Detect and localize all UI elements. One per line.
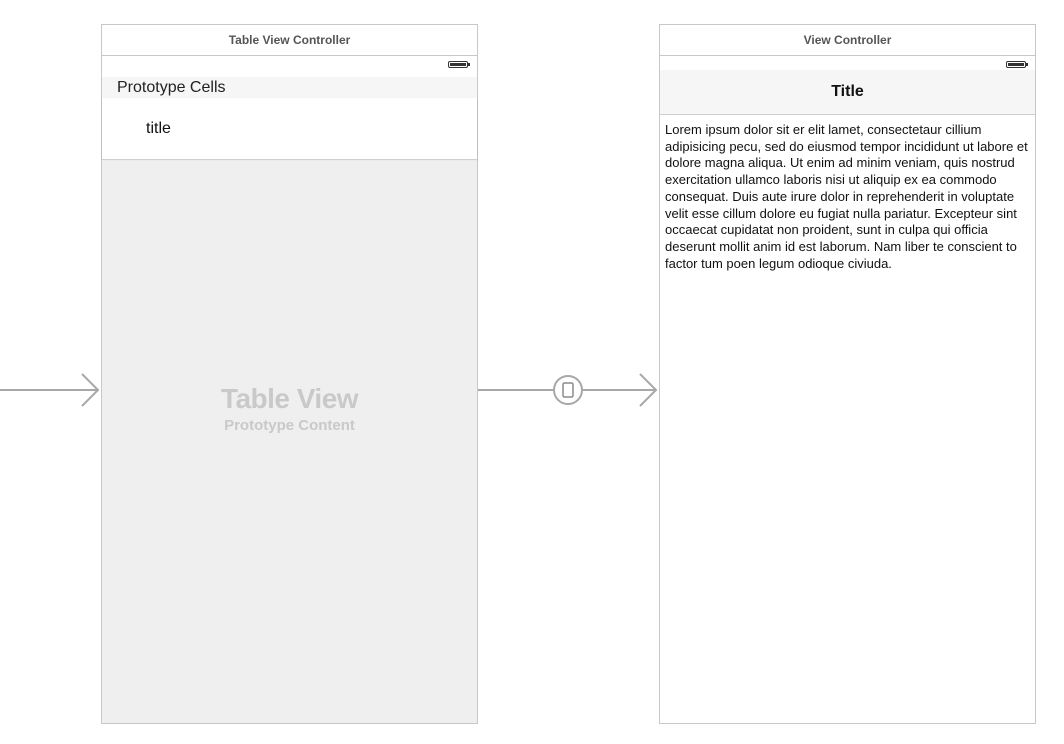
- table-view-controller-scene[interactable]: [101, 24, 478, 724]
- battery-icon: [448, 61, 468, 68]
- scene-title[interactable]: Table View Controller: [102, 25, 477, 56]
- table-view-placeholder: [102, 383, 477, 434]
- battery-icon: [1006, 61, 1026, 68]
- table-view-placeholder-title: Table View: [220, 383, 359, 414]
- table-view[interactable]: [102, 161, 477, 723]
- navigation-bar[interactable]: [660, 70, 1035, 115]
- entry-point-arrow-icon[interactable]: [0, 374, 98, 406]
- view-controller-scene[interactable]: [659, 24, 1036, 724]
- prototype-cell[interactable]: [102, 98, 477, 160]
- cell-title-label[interactable]: title: [146, 120, 171, 137]
- nav-title[interactable]: Title: [831, 83, 864, 100]
- table-view-placeholder-subtitle: Prototype Content: [224, 417, 355, 434]
- scene-title[interactable]: View Controller: [660, 25, 1035, 56]
- prototype-cells-header: Prototype Cells: [102, 77, 477, 98]
- status-bar: [660, 56, 1035, 70]
- show-segue-icon[interactable]: [554, 376, 582, 404]
- body-text-view[interactable]: Lorem ipsum dolor sit er elit lamet, consectetaur cillium adipisicing pecu, sed do eiusmod tempor incididunt ut labore et dolore magna aliqua. Ut enim ad minim veniam, quis nostrud exercitation ullamco laboris nisi ut aliquip ex ea commodo consequat. Duis aute irure dolor in reprehenderit in voluptate velit esse cillum dolore eu fugiat nulla pariatur. Excepteur sint occaecat cupidatat non proident, sunt in culpa qui officia deserunt mollit anim id est laborum. Nam liber te conscient to factor tum poen legum odioque civiuda.: [665, 122, 1028, 271]
- status-bar: [102, 56, 477, 77]
- show-segue[interactable]: [478, 374, 656, 406]
